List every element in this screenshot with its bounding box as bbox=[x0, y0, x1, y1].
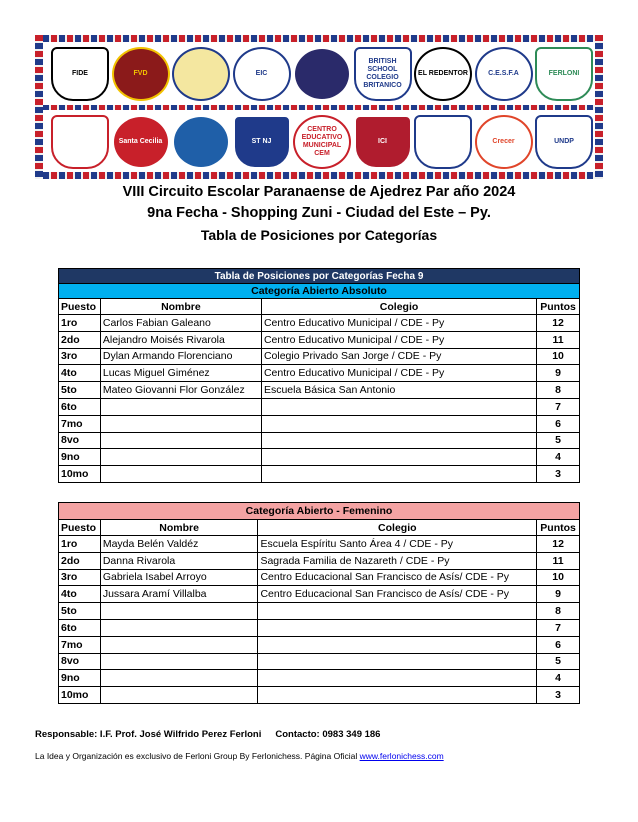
sponsor-logo-icon: BRITISH SCHOOL COLEGIO BRITANICO bbox=[354, 47, 412, 101]
position-cell: 2do bbox=[59, 552, 101, 569]
banner-right-border bbox=[595, 35, 603, 179]
footer-responsible bbox=[35, 729, 380, 740]
table-row bbox=[59, 619, 580, 636]
name-cell: Alejandro Moisés Rivarola bbox=[100, 331, 261, 348]
table-row bbox=[59, 365, 580, 382]
position-cell: 1ro bbox=[59, 315, 101, 332]
school-cell bbox=[258, 687, 537, 704]
position-cell: 1ro bbox=[59, 536, 101, 553]
name-cell: Lucas Miguel Giménez bbox=[100, 365, 261, 382]
position-cell: 10mo bbox=[59, 687, 101, 704]
table-row bbox=[59, 315, 580, 332]
position-cell: 5to bbox=[59, 382, 101, 399]
position-cell: 9no bbox=[59, 670, 101, 687]
standings-table-absoluto bbox=[58, 268, 580, 483]
school-cell bbox=[258, 619, 537, 636]
points-cell: 4 bbox=[537, 670, 580, 687]
table-row bbox=[59, 331, 580, 348]
school-cell: Centro Educativo Municipal / CDE - Py bbox=[261, 315, 536, 332]
points-cell: 5 bbox=[537, 432, 580, 449]
banner-bottom-border bbox=[35, 172, 603, 179]
school-cell bbox=[261, 415, 536, 432]
position-cell: 7mo bbox=[59, 415, 101, 432]
footer-organization bbox=[35, 751, 444, 761]
name-cell bbox=[100, 449, 261, 466]
col-header-puesto: Puesto bbox=[59, 299, 101, 315]
sponsor-logo-icon bbox=[172, 47, 230, 101]
table-main-header: Tabla de Posiciones por Categorías Fecha 9 bbox=[59, 269, 580, 284]
points-cell: 9 bbox=[537, 586, 580, 603]
col-header-colegio: Colegio bbox=[261, 299, 536, 315]
table-main-header-row bbox=[59, 269, 580, 284]
points-cell: 12 bbox=[537, 315, 580, 332]
school-cell: Centro Educativo Municipal / CDE - Py bbox=[261, 331, 536, 348]
school-cell: Escuela Espíritu Santo Área 4 / CDE - Py bbox=[258, 536, 537, 553]
school-cell: Colegio Privado San Jorge / CDE - Py bbox=[261, 348, 536, 365]
table-row bbox=[59, 636, 580, 653]
col-header-puntos: Puntos bbox=[537, 520, 580, 536]
standings-table-femenino bbox=[58, 502, 580, 704]
standings-title: Tabla de Posiciones por Categorías bbox=[200, 227, 438, 243]
col-header-puesto: Puesto bbox=[59, 520, 101, 536]
table-row bbox=[59, 398, 580, 415]
points-cell: 10 bbox=[537, 569, 580, 586]
points-cell: 7 bbox=[537, 619, 580, 636]
col-header-nombre: Nombre bbox=[100, 520, 258, 536]
sponsor-banner bbox=[35, 35, 603, 179]
sponsor-logo-icon bbox=[51, 115, 109, 169]
table-row bbox=[59, 687, 580, 704]
event-date-location: 9na Fecha - Shopping Zuni - Ciudad del Este – Py. bbox=[147, 205, 491, 221]
sponsor-logo-icon: C.E.S.F.A bbox=[475, 47, 533, 101]
position-cell: 3ro bbox=[59, 348, 101, 365]
points-cell: 4 bbox=[537, 449, 580, 466]
sponsor-logo-icon: FERLONI bbox=[535, 47, 593, 101]
name-cell: Dylan Armando Florenciano bbox=[100, 348, 261, 365]
position-cell: 6to bbox=[59, 398, 101, 415]
table-row bbox=[59, 586, 580, 603]
points-cell: 12 bbox=[537, 536, 580, 553]
sponsor-logo-icon: ST NJ bbox=[233, 115, 291, 169]
name-cell: Jussara Aramí Villalba bbox=[100, 586, 258, 603]
school-cell bbox=[261, 466, 536, 483]
school-cell bbox=[258, 653, 537, 670]
contact-text: Contacto: 0983 349 186 bbox=[275, 729, 381, 740]
banner-middle-border bbox=[35, 105, 603, 110]
points-cell: 9 bbox=[537, 365, 580, 382]
sponsor-logo-icon: EL REDENTOR bbox=[414, 47, 472, 101]
table-row bbox=[59, 415, 580, 432]
sponsor-logo-icon: EIC bbox=[233, 47, 291, 101]
name-cell bbox=[100, 653, 258, 670]
points-cell: 6 bbox=[537, 415, 580, 432]
school-cell: Centro Educativo Municipal / CDE - Py bbox=[261, 365, 536, 382]
column-header-row bbox=[59, 520, 580, 536]
col-header-colegio: Colegio bbox=[258, 520, 537, 536]
banner-top-border bbox=[35, 35, 603, 42]
name-cell: Mateo Giovanni Flor González bbox=[100, 382, 261, 399]
col-header-nombre: Nombre bbox=[100, 299, 261, 315]
points-cell: 10 bbox=[537, 348, 580, 365]
name-cell bbox=[100, 670, 258, 687]
name-cell: Mayda Belén Valdéz bbox=[100, 536, 258, 553]
school-cell bbox=[261, 432, 536, 449]
school-cell bbox=[258, 636, 537, 653]
column-header-row bbox=[59, 299, 580, 315]
school-cell: Escuela Básica San Antonio bbox=[261, 382, 536, 399]
col-header-puntos: Puntos bbox=[537, 299, 580, 315]
name-cell bbox=[100, 466, 261, 483]
table-row bbox=[59, 603, 580, 620]
points-cell: 7 bbox=[537, 398, 580, 415]
position-cell: 4to bbox=[59, 365, 101, 382]
table-row bbox=[59, 466, 580, 483]
points-cell: 8 bbox=[537, 382, 580, 399]
position-cell: 3ro bbox=[59, 569, 101, 586]
name-cell: Carlos Fabian Galeano bbox=[100, 315, 261, 332]
responsible-text: Responsable: I.F. Prof. José Wilfrido Perez Ferloni bbox=[35, 729, 262, 740]
name-cell bbox=[100, 687, 258, 704]
name-cell: Danna Rivarola bbox=[100, 552, 258, 569]
sponsor-logo-icon: ICI bbox=[354, 115, 412, 169]
name-cell bbox=[100, 415, 261, 432]
category-absoluto-label: Categoría Abierto Absoluto bbox=[59, 284, 580, 299]
name-cell bbox=[100, 619, 258, 636]
banner-left-border bbox=[35, 35, 43, 179]
category-femenino-label: Categoría Abierto - Femenino bbox=[59, 503, 580, 520]
sponsor-logo-icon: UNDP bbox=[535, 115, 593, 169]
position-cell: 4to bbox=[59, 586, 101, 603]
sponsor-logo-icon bbox=[414, 115, 472, 169]
school-cell: Centro Educacional San Francisco de Asís/ CDE - Py bbox=[258, 586, 537, 603]
points-cell: 5 bbox=[537, 653, 580, 670]
points-cell: 11 bbox=[537, 552, 580, 569]
position-cell: 8vo bbox=[59, 653, 101, 670]
sponsor-logo-icon: FIDE bbox=[51, 47, 109, 101]
position-cell: 2do bbox=[59, 331, 101, 348]
name-cell bbox=[100, 636, 258, 653]
table-row bbox=[59, 552, 580, 569]
event-title: VIII Circuito Escolar Paranaense de Ajedrez Par año 2024 bbox=[122, 184, 516, 200]
name-cell bbox=[100, 432, 261, 449]
points-cell: 3 bbox=[537, 466, 580, 483]
table-row bbox=[59, 569, 580, 586]
points-cell: 3 bbox=[537, 687, 580, 704]
category-row-absoluto bbox=[59, 284, 580, 299]
points-cell: 11 bbox=[537, 331, 580, 348]
table-row bbox=[59, 536, 580, 553]
position-cell: 6to bbox=[59, 619, 101, 636]
school-cell bbox=[258, 670, 537, 687]
table-row bbox=[59, 670, 580, 687]
sponsor-logo-icon: Santa Cecilia bbox=[112, 115, 170, 169]
name-cell bbox=[100, 603, 258, 620]
table-row bbox=[59, 432, 580, 449]
position-cell: 8vo bbox=[59, 432, 101, 449]
points-cell: 8 bbox=[537, 603, 580, 620]
sponsor-logo-icon: Crecer bbox=[475, 115, 533, 169]
points-cell: 6 bbox=[537, 636, 580, 653]
category-row-femenino bbox=[59, 503, 580, 520]
position-cell: 10mo bbox=[59, 466, 101, 483]
school-cell bbox=[261, 449, 536, 466]
position-cell: 9no bbox=[59, 449, 101, 466]
name-cell bbox=[100, 398, 261, 415]
table-row bbox=[59, 449, 580, 466]
official-website-link[interactable]: www.ferlonichess.com bbox=[359, 751, 444, 761]
name-cell: Gabriela Isabel Arroyo bbox=[100, 569, 258, 586]
school-cell bbox=[261, 398, 536, 415]
organization-text: La Idea y Organización es exclusivo de Ferloni Group By Ferlonichess. Página Oficial bbox=[35, 751, 360, 761]
sponsor-logo-icon: FVD bbox=[112, 47, 170, 101]
table-row bbox=[59, 653, 580, 670]
table-row bbox=[59, 348, 580, 365]
sponsor-logo-icon bbox=[293, 47, 351, 101]
position-cell: 7mo bbox=[59, 636, 101, 653]
school-cell: Sagrada Familia de Nazareth / CDE - Py bbox=[258, 552, 537, 569]
sponsor-logo-icon bbox=[172, 115, 230, 169]
table-row bbox=[59, 382, 580, 399]
school-cell bbox=[258, 603, 537, 620]
position-cell: 5to bbox=[59, 603, 101, 620]
sponsor-logo-icon: CENTRO EDUCATIVO MUNICIPAL CEM bbox=[293, 115, 351, 169]
school-cell: Centro Educacional San Francisco de Asís/ CDE - Py bbox=[258, 569, 537, 586]
